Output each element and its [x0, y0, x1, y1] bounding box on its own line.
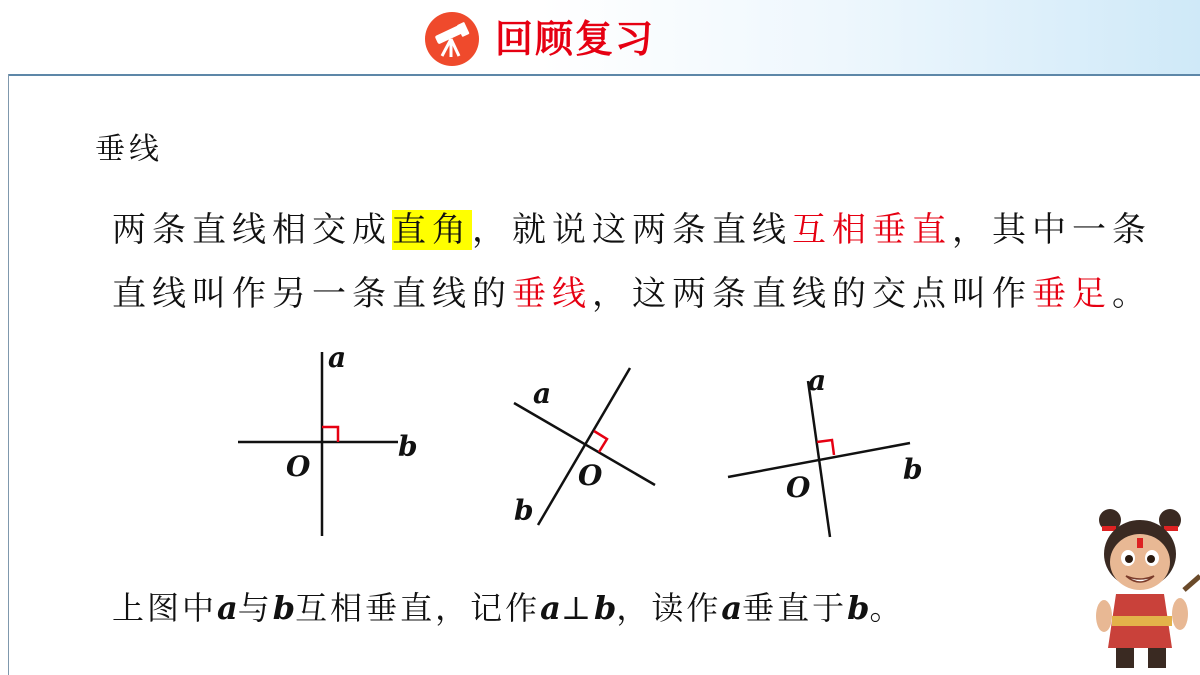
note-text: ，读作: [616, 589, 722, 627]
highlight-right-angle: 直角: [392, 210, 472, 250]
definition-text: 。: [1112, 274, 1152, 314]
line-b: [728, 443, 910, 477]
note-text: 。: [869, 589, 905, 627]
var-b: b: [847, 589, 870, 627]
term-perpendicular-line: 垂线: [512, 274, 592, 314]
figure-2: [514, 368, 655, 527]
right-angle-mark: [594, 431, 607, 452]
label-o: O: [786, 471, 811, 504]
var-a: a: [540, 589, 561, 627]
var-b: b: [272, 589, 296, 627]
figure-3: [728, 364, 923, 537]
line-b: [538, 368, 630, 525]
label-b: b: [903, 453, 923, 486]
note-text: 互相垂直，记作: [295, 589, 541, 627]
label-a: a: [328, 341, 347, 374]
label-o: O: [286, 450, 311, 483]
var-a: a: [217, 589, 238, 627]
cartoon-character-icon: [1088, 498, 1200, 674]
var-a: a: [721, 589, 743, 627]
label-a: a: [533, 377, 552, 410]
note-text: 垂直于: [742, 589, 848, 627]
right-angle-mark: [817, 440, 834, 455]
label-b: b: [398, 430, 418, 463]
definition-text: ，就说这两条直线: [472, 210, 792, 250]
figure-1: [238, 341, 418, 536]
right-angle-mark: [322, 427, 338, 442]
definition-text: ，这两条直线的交点叫作: [592, 274, 1032, 314]
note-text: 与: [237, 589, 273, 627]
label-o: O: [578, 459, 603, 492]
section-heading: 垂线: [95, 132, 163, 167]
term-mutually-perpendicular: 互相垂直: [792, 210, 952, 250]
note-text: 上图中: [112, 589, 218, 627]
label-a: a: [808, 364, 827, 397]
perpendicular-symbol: ⊥: [560, 589, 594, 627]
notation-sentence: [112, 583, 905, 629]
term-foot-of-perpendicular: 垂足: [1032, 274, 1112, 314]
definition-text: 两条直线相交成: [112, 210, 392, 250]
label-b: b: [514, 494, 534, 527]
page-title: 回顾复习: [495, 17, 656, 61]
var-b: b: [593, 589, 617, 627]
definition-text: ，其中一条直线叫作另一条直线的: [112, 210, 1152, 314]
